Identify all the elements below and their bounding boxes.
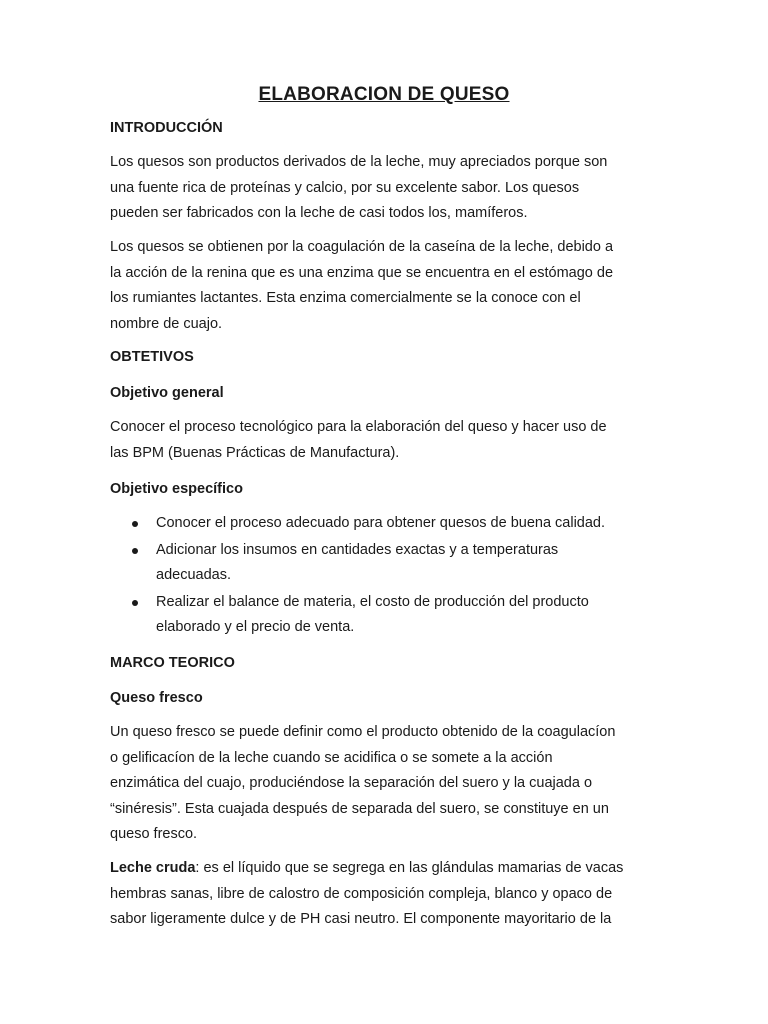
text-line: adecuadas. — [156, 567, 231, 583]
text-line: Conocer el proceso tecnológico para la elaboración del queso y hacer uso de — [110, 419, 607, 435]
objetivo-general-paragraph — [110, 415, 660, 466]
bullet-icon — [132, 548, 138, 554]
text-line: o gelificacíon de la leche cuando se acidifica o se somete a la acción — [110, 749, 553, 766]
heading-marco-teorico: MARCO TEORICO — [110, 655, 235, 671]
list-item — [110, 590, 660, 641]
text-line: Realizar el balance de materia, el costo de producción del producto — [156, 593, 589, 610]
intro-paragraph-2 — [110, 235, 660, 337]
list-item — [110, 538, 660, 589]
text-line: Un queso fresco se puede definir como el producto obtenido de la coagulacíon — [110, 724, 616, 740]
text-line: Adicionar los insumos en cantidades exactas y a temperaturas — [156, 541, 559, 558]
text-line: hembras sanas, libre de calostro de composición compleja, blanco y opaco de — [110, 885, 613, 902]
intro-paragraph-1 — [110, 150, 660, 227]
bullet-icon — [132, 600, 138, 606]
document-title: ELABORACION DE QUESO — [258, 84, 510, 105]
text-line: Los quesos son productos derivados de la leche, muy apreciados porque son — [110, 154, 608, 170]
text-line: la acción de la renina que es una enzima que se encuentra en el estómago de — [110, 264, 614, 281]
text-line: las BPM (Buenas Prácticas de Manufactura). — [110, 444, 400, 461]
text-line: elaborado y el precio de venta. — [156, 619, 355, 635]
queso-fresco-paragraph — [110, 720, 660, 848]
heading-objetivos: OBTETIVOS — [110, 349, 194, 365]
list-item — [110, 511, 660, 537]
heading-objetivo-especifico: Objetivo específico — [110, 481, 243, 497]
text-line: pueden ser fabricados con la leche de casi todos los, mamíferos. — [110, 205, 528, 221]
text-line: queso fresco. — [110, 826, 198, 842]
bullet-icon — [132, 521, 138, 527]
text-line: nombre de cuajo. — [110, 315, 223, 332]
text-line: los rumiantes lactantes. Esta enzima comercialmente se la conoce con el — [110, 290, 581, 306]
objetivo-especifico-list — [110, 511, 660, 642]
heading-queso-fresco: Queso fresco — [110, 690, 203, 706]
heading-objetivo-general: Objetivo general — [110, 385, 224, 401]
text-line: Los quesos se obtienen por la coagulación de la caseína de la leche, debido a — [110, 239, 614, 255]
text-line: : es el líquido que se segrega en las glándulas mamarias de vacas — [195, 860, 624, 876]
text-line: Conocer el proceso adecuado para obtener quesos de buena calidad. — [156, 515, 606, 531]
text-line: enzimática del cuajo, produciéndose la separación del suero y la cuajada o — [110, 775, 593, 791]
heading-introduccion: INTRODUCCIÓN — [110, 120, 223, 136]
term-leche-cruda: Leche cruda — [110, 860, 196, 876]
text-line: una fuente rica de proteínas y calcio, por su excelente sabor. Los quesos — [110, 179, 580, 196]
text-line: “sinéresis”. Esta cuajada después de separada del suero, se constituye en un — [110, 800, 609, 817]
text-line: sabor ligeramente dulce y de PH casi neutro. El componente mayoritario de la — [110, 911, 612, 927]
leche-cruda-paragraph — [110, 856, 660, 933]
